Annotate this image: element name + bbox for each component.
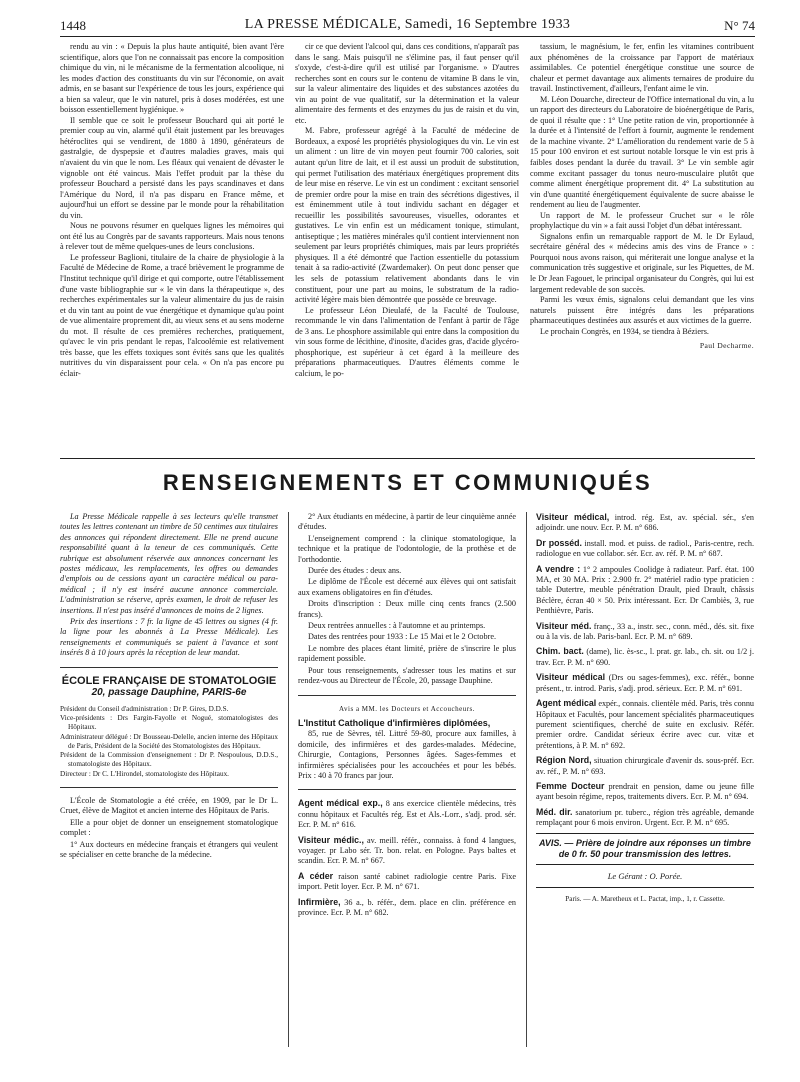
announcements-column-3: [536, 512, 754, 1072]
classified-ad: [536, 807, 754, 829]
institut-text: 85, rue de Sèvres, tél. Littré 59-80, procure aux familles, à domicile, des infirmières et des gardes-malades. Médecine, Chirurgie, Contagions, Personnes âgées. Sages-femmes et infirmières spécialisées pour les accouchées et pour les bébés. Prix : 40 à 70 francs par jour.: [298, 729, 516, 780]
paragraph: Durée des études : deux ans.: [308, 566, 402, 576]
section-title: RENSEIGNEMENTS ET COMMUNIQUÉS: [162, 470, 653, 495]
paragraph: tassium, le magnésium, le fer, enfin les vitamines contribuent aux phénomènes de la croissance par l'apport de matériaux assimilables. Ce potentiel énergétique constitue une source de chaleur et permet davantage aux aliments ternaires de produire du travail. Instinctivement, d'ailleurs, l'enfant aime le vin.: [530, 42, 754, 94]
ad-heading: Méd. dir.: [536, 806, 573, 817]
classified-ad: [536, 781, 754, 803]
paragraph: Le nombre des places étant limité, prière de s'inscrire le plus rapidement possible.: [298, 643, 516, 664]
classified-ad: [536, 621, 754, 643]
officer: Président de la Commission d'enseignement : Dr P. Nespoulous, D.D.S., stomatologiste des Hôpitaux.: [60, 751, 278, 769]
paragraph: Dates des rentrées pour 1933 : Le 15 Mai et le 2 Octobre.: [308, 632, 497, 642]
ad-heading: Agent médical: [536, 698, 597, 709]
officer: Administrateur délégué : Dr Bousseau-Delelle, ancien interne des Hôpitaux de Paris, Président de la Société des Stomatologistes des Hôpitaux.: [60, 732, 278, 750]
paragraph: L'École de Stomatologie a été créée, en 1909, par le Dr L. Cruet, élève de Magitot et ancien interne des Hôpitaux de Paris.: [60, 795, 278, 816]
paragraph: L'enseignement comprend : la clinique stomatologique, la technique et la pratique de l'odontologie, de la prothèse et de l'orthodontie.: [298, 533, 516, 564]
officer: Président du Conseil d'administration : Dr P. Gires, D.D.S.: [60, 704, 229, 713]
ad-text: expér., connais. clientèle méd. Paris, très connu Hôpitaux et Facultés, pour lancement spécialités pharmaceutiques purement scientifiques, cherché de suite en exclusiv. Référ. premier ordre. Candidat sérieux écrire avec cur. vitæ et prétentions, à P. M. n° 692.: [536, 699, 754, 750]
paragraph: Il semble que ce soit le professeur Bouchard qui ait porté le premier coup au vin, alarmé qu'il était justement par les breuvages hétéroclites qui se vendirent, de 1880 à 1890, générateurs de gastralgie, de dyspepsie et d'autres maladies graves, mais qui n'avaient du vin que le nom. Les fléaux qui venaient de dévaster le vignoble ont été vaincus. Mais l'effet produit par la thèse du professeur Bouchard a persisté dans les pays scandinaves et dans l'Amérique du Nord, il n'a pas disparu en France même, et aujourd'hui un effort se dessine par le monde pour la réhabilitation du vin.: [60, 115, 284, 220]
paragraph: Elle a pour objet de donner un enseignement stomatologique complet :: [60, 817, 278, 838]
ad-heading: Visiteur médical,: [536, 512, 610, 522]
divider: [60, 667, 278, 668]
classified-ad: [298, 871, 516, 893]
paragraph: Un rapport de M. le professeur Cruchet sur « le rôle prophylactique du vin » a fait aussi l'objet d'un débat intéressant.: [530, 210, 754, 231]
ad-text: (dame), lic. ès-sc., l. prat. gr. lab., ch. sit. ou 1/2 j. trav. Ecr. P. M. n° 690.: [536, 647, 754, 667]
ad-text: raison santé cabinet radiologie centre Paris. Fixe import. Petit loyer. Ecr. P. M. n° 671.: [298, 871, 516, 892]
ad-text: situation chirurgicale d'avenir ds. sous-préf. Ecr. av. réf., P. M. n° 693.: [536, 756, 754, 776]
ad-text: 1° 2 ampoules Coolidge à radiateur. Parf. état. 100 MA, et 30 MA. Prix : 2.900 fr. 2° matériel radio type praticien : table Dutertre, meuble pénétration Drault, pied Drault, châssis Béclère, écran 40 × 50. Prix intéressant. Ecr. Dr Cambiès, 3, rue Penthièvre, Paris.: [536, 564, 754, 616]
classified-ad: [536, 698, 754, 751]
paragraph: rendu au vin : « Depuis la plus haute antiquité, bien avant l'ère scientifique, alors que l'on ne connaissait pas encore la composition chimique du vin, ni le mécanisme de la fermentation alcoolique, ni les modes d'action des constituants du vin sur l'économie, on avait admis, en se basant sur l'expérience de tous les jours, expérience qui a bien sa valeur, que le vin naturel, pris à doses modérées, est une boisson essentiellement hygiénique. »: [60, 42, 284, 115]
page-number: 1448: [60, 18, 86, 33]
ad-heading: Visiteur médic.,: [298, 834, 364, 845]
ad-heading: Infirmière,: [298, 896, 341, 907]
article-column-2: [295, 42, 519, 452]
paragraph: 2° Aux étudiants en médecine, à partir de leur cinquième année d'études.: [298, 512, 516, 532]
notice-text: La Presse Médicale rappelle à ses lecteurs qu'elle transmet toutes les lettres contenant un timbre de 50 centimes aux titulaires des annonces qui répondent directement. Elle ne prend aucune responsabilité quant à la teneur de ces communiqués. Cette rubrique est absolument réservée aux annonces concernant les postes médicaux, les remplacements, les offres ou demandes d'emplois ou de cessions ayant un caractère médical ou para-médical ; il n'y est inséré aucune annonce commerciale. L'administration se réserve, après examen, le droit de refuser les insertions. Il n'est pas inséré d'annonces de moins de 2 lignes.: [60, 512, 278, 615]
paragraph: Deux rentrées annuelles : à l'automne et au printemps.: [308, 621, 486, 631]
school-name: ÉCOLE FRANÇAISE DE STOMATOLOGIE: [61, 674, 277, 687]
classified-ads: [536, 512, 754, 829]
ad-text: 36 a., b. référ., dem. place en clin. préférence en province. Ecr. P. M. n° 682.: [298, 897, 516, 917]
article-columns: [60, 42, 755, 452]
ad-text: (Drs ou sages-femmes), exc. référ., bonne présent., tr. introd. Paris, s'adj. prod. sérieux. Ecr. P. M. n° 691.: [536, 673, 754, 693]
divider: [298, 695, 516, 696]
paragraph: 1° Aux docteurs en médecine français et étrangers qui veulent se spécialiser en cette branche de la médecine.: [60, 839, 278, 859]
ad-heading: Agent médical exp.,: [298, 798, 383, 809]
paragraph: Pour tous renseignements, s'adresser tous les matins et sur rendez-vous au Directeur de l'École, 20, passage Dauphine.: [298, 665, 516, 686]
ad-heading: Visiteur méd.: [536, 620, 592, 631]
paragraph: M. Fabre, professeur agrégé à la Faculté de médecine de Bordeaux, a exposé les propriétés physiologiques du vin. Le vin est un aliment : un litre de vin moyen peut fournir 700 calories, soit autant qu'un litre de lait, et il est aussi un produit de substitution, qui permet l'utilisation des matériaux énergétiques proprement dits de leur mise en réserve. Le vin est un condiment : excitant sensoriel de premier ordre pour la mise en train des sécrétions digestives, il est éminemment utile à tout individu sachant en dégager et recueillir les possibilités savoureuses, visuelles, odorantes et gustatives. Le vin enfin est un médicament tonique, stimulant, antiseptique ; les matières minérales qu'il contient interviennent non seulement par leurs propriétés chimiques, mais par leurs propriétés physiques. Il a été démontré que l'action essentielle du potassium tenait à sa radio-activité (Zwardemaker). On peut donc penser que les sels de potassium relativement abondants dans le vin constituent, pour une part au moins, le substratum de la radio-activité légère mais bien démontrée que possède ce breuvage.: [295, 126, 519, 305]
ad-heading: Visiteur médical: [536, 672, 606, 683]
classified-ad: [298, 798, 516, 830]
paragraph: cir ce que devient l'alcool qui, dans ces conditions, n'apparaît pas dans le sang. Mais puisqu'il ne s'élimine pas, il faut penser qu'il s'oxyde, c'est-à-dire qu'il est utilisé par l'organisme. » D'autres recherches sont en cours sur le contenu de vitamine B dans le vin, sur la valeur alimentaire des liquides et des substances azotées du vin au point de vue qualitatif, sur la détermination et la valeur alimentaire des ferments et des enzymes du jus de raisin et du vin, etc.: [295, 42, 519, 125]
article-column-1: [60, 42, 284, 452]
ad-text: install. mod. et puiss. de radiol., Paris-centre, rech. radiologue en vue collabor. sér. Ecr. av. réf. P. M. n° 687.: [536, 538, 754, 559]
journal-title: LA PRESSE MÉDICALE, Samedi, 16 Septembre 1933: [244, 17, 571, 32]
running-header: [60, 14, 755, 37]
avis-box: AVIS. — Prière de joindre aux réponses un timbre de 0 fr. 50 pour transmission des lettres.: [536, 833, 754, 865]
paragraph: M. Léon Douarche, directeur de l'Office international du vin, a lu un rapport des directeurs du Laboratoire de bioénergétique de Paris, de quoi il résulte que : 1° Une petite ration de vin, proportionnée à la durée et à l'intensité de l'effort à fournir, augmente le rendement de la machine vivante. 2° L'amélioration du rendement varie de 5 à 15 pour 100 environ et est surtout notable lorsque le vin est pris à faibles doses pendant la durée du travail. 3° Le vin semble agir comme excitant passager du tonus neuro-musculaire plutôt que comme aliment énergétique proprement dit. 4° La substitution au vin d'une quantité énergétiquement équivalente de sucre abaisse le rendement au lieu de l'augmenter.: [530, 94, 754, 210]
prices-text: Prix des insertions : 7 fr. la ligne de 45 lettres ou signes (4 fr. la ligne pour les abonnés à La Presse Médicale). Les renseignements et communiqués se paient à l'avance et sont insérés 8 à 10 jours après la réception de leur mandat.: [60, 617, 278, 658]
classified-ad: [298, 897, 516, 919]
article-column-3: [530, 42, 754, 452]
ad-heading: Chim. bact.: [536, 646, 584, 657]
ad-text: 8 ans exercice clientèle médecins, très connu hôpitaux et Facultés rég. Est et Als.-Lorr., s'adj. prod. sér. Ecr. P. M. n° 616.: [298, 799, 516, 830]
paragraph: Nous ne pouvons résumer en quelques lignes les mémoires qui ont été lus au Congrès par de savants rapporteurs. Mais nous tenons à relever tout de même quelques-unes de leurs conclusions.: [60, 221, 284, 252]
paragraph: Le diplôme de l'École est décerné aux élèves qui ont satisfait aux examens obligatoires en fin d'études.: [298, 577, 516, 597]
divider: [60, 787, 278, 788]
ad-text: introd. rég. Est, av. spécial. sér., s'en adjoindr. une nouv. Ecr. P. M. n° 686.: [536, 513, 754, 533]
school-address: 20, passage Dauphine, PARIS-6e: [91, 687, 247, 699]
institut-title: L'Institut Catholique d'infirmières diplômées,: [298, 717, 491, 728]
ad-heading: Dr posséd.: [536, 537, 582, 548]
officer: Vice-présidents : Drs Fargin-Fayolle et Nogué, stomatologistes des Hôpitaux.: [60, 714, 278, 732]
divider: [298, 789, 516, 790]
gerant-line: Le Gérant : O. Porée.: [536, 871, 754, 888]
announcements-column-1: [60, 512, 278, 1072]
ad-text: prendrait en pension, dame ou jeune fille ayant besoin régime, repos, traitements divers. Ecr. P. M. n° 694.: [536, 781, 754, 802]
classified-ad: [536, 512, 754, 534]
classified-ads: [298, 798, 516, 918]
announcements: [60, 512, 755, 1072]
classified-ad: [536, 538, 754, 560]
classified-ad: [536, 755, 754, 777]
classified-ad: [536, 564, 754, 617]
officers-list: [60, 705, 278, 779]
classified-ad: [536, 646, 754, 668]
paragraph: Droits d'inscription : Deux mille cinq cents francs (2.500 francs).: [298, 599, 516, 619]
ad-heading: Femme Docteur: [536, 780, 605, 791]
section-divider: [60, 458, 755, 459]
classified-ad: [536, 672, 754, 694]
ad-text: sanatorium pr. tuberc., région très agréable, demande remplaçant pour 6 mois environ. Urgent. Ecr. P. M. n° 695.: [536, 807, 754, 828]
ad-text: franç., 33 a., instr. sec., conn. méd., dés. sit. fixe ou à la vis. de lab. Paris-banl. Ecr. P. M. n° 689.: [536, 621, 754, 642]
officer: Directeur : Dr C. L'Hirondel, stomatologiste des Hôpitaux.: [60, 770, 229, 779]
ad-text: av. meill. référ., connaiss. à fond 4 langues, voyager. pr Labo sér. Tr. bon. relat. en Pologne. Pays baltes et scandin. Ecr. P. M. n° 667.: [298, 835, 516, 866]
printer-line: Paris. — A. Maretheux et L. Pactat, imp., 1, r. Cassette.: [565, 894, 725, 903]
ad-heading: Région Nord,: [536, 755, 592, 766]
avis-heading: Avis a MM. les Docteurs et Accoucheurs.: [338, 704, 475, 713]
paragraph: Le professeur Baglioni, titulaire de la chaire de physiologie à la Faculté de Médecine de Rome, a tracé brièvement le programme de l'Institut technique qu'il dirige et qui comporte, outre l'établissement d'une vaste bibliographie sur « le vin dans la thérapeutique », des recherches expérimentales sur la valeur alimentaire du jus de raisin et du vin tant au point de vue énergétique et dynamique qu'au point de vue alimentaire proprement dit, au vieux sens et au sens moderne du mot. Il résulte de ces premières recherches, pratiquement, qu'avec le vin pris pendant le repas, l'alcoolémie est relativement très basse, que les effets toxiques sont évités sans que les qualités nutritives du vin disparaissent pour cela. « On n'a pas encore pu éclair-: [60, 252, 284, 378]
paragraph: Le prochain Congrès, en 1934, se tiendra à Béziers.: [540, 326, 709, 336]
ad-heading: A vendre :: [536, 563, 581, 574]
author-signature: Paul Decharme.: [699, 341, 754, 351]
paragraph: Le professeur Léon Dieulafé, de la Faculté de Toulouse, recommande le vin dans l'alimentation de l'enfant à partir de l'âge de 3 ans. Le phosphore assimilable qui entre dans la composition du vin sous forme de lécithine, d'inosite, d'acides gras, d'acide glycéro-phosphorique, est supérieur à cet égard à la meilleure des préparations pharmaceutiques. D'autres éléments comme le calcium, le po-: [295, 305, 519, 378]
issue-number: N° 74: [724, 18, 755, 33]
paragraph: Signalons enfin un remarquable rapport de M. le Dr Eylaud, secrétaire général des « médecins amis des vins de France » : Pourquoi nous avons raison, qui mériterait une longue analyse et la communication très suggestive et originale, sur les Piquettes, de M. le Dr Jean Fagouet, le principal organisateur du Congrès, qui lui est largement redevable de son succès.: [530, 231, 754, 294]
paragraph: Parmi les vœux émis, signalons celui demandant que les vins naturels puissent être intégrés dans les préparations pharmaceutiques destinées aux assurés et aux victimes de la guerre.: [530, 295, 754, 326]
classified-ad: [298, 835, 516, 867]
ad-heading: A céder: [298, 870, 334, 881]
announcements-column-2: [298, 512, 516, 1072]
